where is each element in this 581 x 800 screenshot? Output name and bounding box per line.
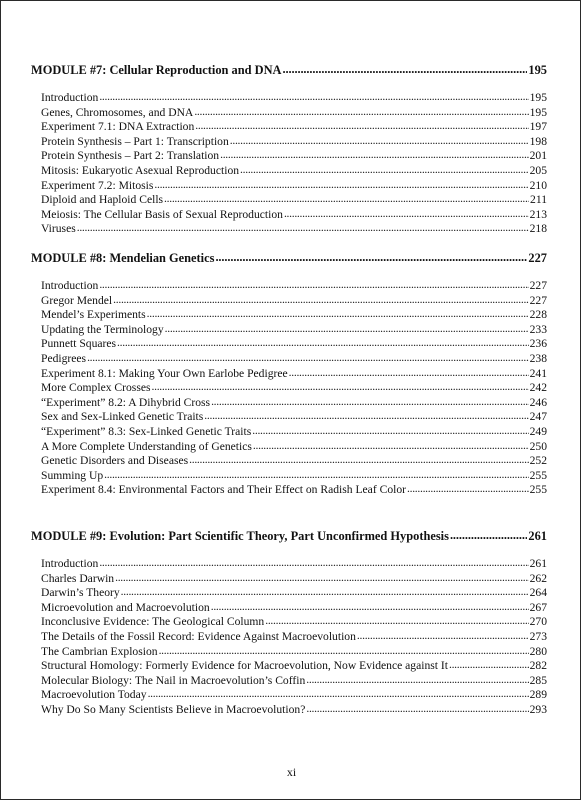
entry-page-number: 261 — [529, 557, 547, 570]
dot-leader — [449, 658, 529, 673]
entry-page-number: 250 — [529, 439, 547, 453]
entry-title: The Cambrian Explosion — [41, 644, 158, 658]
toc-entry — [41, 381, 547, 396]
toc-entry — [41, 586, 547, 601]
toc-entry — [41, 208, 547, 223]
entry-page-number: 255 — [529, 468, 547, 482]
entry-page-number: 262 — [529, 571, 547, 585]
dot-leader — [148, 687, 529, 702]
toc-entry — [41, 135, 547, 150]
entry-title: Protein Synthesis – Part 1: Transcription — [41, 134, 229, 148]
toc-entry — [41, 703, 547, 718]
entry-page-number: 228 — [529, 308, 547, 322]
entry-page-number: 252 — [529, 454, 547, 468]
entry-page-number: 233 — [529, 322, 547, 336]
toc-entry — [41, 91, 547, 106]
dot-leader — [121, 585, 529, 600]
dot-leader — [164, 192, 529, 207]
module-page-number: 227 — [528, 251, 547, 265]
toc-entry — [41, 367, 547, 382]
entry-page-number: 264 — [529, 586, 547, 600]
module-8-section — [31, 247, 547, 498]
dot-leader — [77, 221, 529, 236]
module-title: MODULE #7: Cellular Reproduction and DNA — [31, 63, 282, 77]
entry-page-number: 218 — [529, 222, 547, 236]
entry-page-number: 246 — [529, 395, 547, 409]
toc-entry — [41, 337, 547, 352]
module-page-number: 195 — [528, 63, 547, 77]
entry-title: Diploid and Haploid Cells — [41, 193, 164, 207]
module-heading — [31, 247, 547, 269]
module-entries — [31, 557, 547, 718]
entry-title: A More Complete Understanding of Genetics — [41, 439, 252, 453]
toc-entry — [41, 120, 547, 135]
dot-leader — [152, 380, 529, 395]
entry-title: Genes, Chromosomes, and DNA — [41, 105, 194, 119]
dot-leader — [306, 702, 528, 717]
toc-entry — [41, 164, 547, 179]
entry-title: Genetic Disorders and Diseases — [41, 454, 189, 468]
entry-title: Introduction — [41, 557, 99, 570]
toc-entry — [41, 149, 547, 164]
page-number-footer: xi — [286, 765, 297, 779]
toc-entry — [41, 396, 547, 411]
module-entries — [31, 279, 547, 498]
toc-entry — [41, 323, 547, 338]
dot-leader — [117, 336, 529, 351]
dot-leader — [220, 148, 529, 163]
dot-leader — [450, 524, 527, 546]
toc-entry — [41, 572, 547, 587]
entry-title: Experiment 7.1: DNA Extraction — [41, 120, 195, 134]
dot-leader — [407, 482, 529, 497]
entry-page-number: 282 — [529, 659, 547, 673]
dot-leader — [99, 556, 528, 571]
toc-entry — [41, 454, 547, 469]
toc-entry — [41, 425, 547, 440]
entry-page-number: 241 — [529, 366, 547, 380]
entry-page-number: 201 — [529, 149, 547, 163]
entry-page-number: 270 — [529, 615, 547, 629]
module-entries — [31, 91, 547, 237]
toc-entry — [41, 659, 547, 674]
entry-title: Introduction — [41, 91, 99, 104]
dot-leader — [147, 307, 529, 322]
toc-entry — [41, 294, 547, 309]
entry-title: Experiment 8.4: Environmental Factors and Their Effect on Radish Leaf Color — [41, 483, 406, 497]
dot-leader — [240, 163, 529, 178]
module-heading — [31, 59, 547, 81]
entry-page-number: 195 — [529, 105, 547, 119]
dot-leader — [215, 246, 527, 268]
toc-entry — [41, 688, 547, 703]
entry-page-number: 205 — [529, 163, 547, 177]
entry-title: Charles Darwin — [41, 571, 115, 585]
entry-page-number: 289 — [529, 688, 547, 702]
toc-entry — [41, 193, 547, 208]
dot-leader — [99, 278, 528, 293]
dot-leader — [104, 468, 528, 483]
dot-leader — [165, 322, 529, 337]
toc-entry — [41, 483, 547, 498]
toc-entry — [41, 440, 547, 455]
dot-leader — [154, 178, 528, 193]
toc-entry — [41, 106, 547, 121]
toc-entry — [41, 469, 547, 484]
entry-page-number: 280 — [529, 644, 547, 658]
entry-page-number: 210 — [529, 178, 547, 192]
toc-entry — [41, 630, 547, 645]
entry-page-number: 198 — [529, 134, 547, 148]
entry-title: Meiosis: The Cellular Basis of Sexual Reproduction — [41, 207, 283, 221]
module-title: MODULE #8: Mendelian Genetics — [31, 251, 215, 265]
entry-title: Viruses — [41, 222, 76, 236]
entry-page-number: 267 — [529, 600, 547, 614]
dot-leader — [357, 629, 529, 644]
module-page-number: 261 — [528, 529, 547, 543]
entry-title: Updating the Terminology — [41, 322, 164, 336]
toc-entry — [41, 615, 547, 630]
entry-page-number: 197 — [529, 120, 547, 134]
entry-page-number: 227 — [529, 279, 547, 292]
dot-leader — [230, 134, 529, 149]
dot-leader — [253, 439, 529, 454]
entry-title: Protein Synthesis – Part 2: Translation — [41, 149, 220, 163]
dot-leader — [195, 119, 528, 134]
toc-entry — [41, 645, 547, 660]
entry-page-number: 285 — [529, 673, 547, 687]
dot-leader — [252, 424, 528, 439]
module-7-section — [31, 59, 547, 237]
entry-title: Experiment 8.1: Making Your Own Earlobe Pedigree — [41, 366, 288, 380]
module-title: MODULE #9: Evolution: Part Scientific Theory, Part Unconfirmed Hypothesis — [31, 529, 449, 543]
entry-title: Why Do So Many Scientists Believe in Macroevolution? — [41, 702, 306, 716]
toc-entry — [41, 222, 547, 237]
entry-title: More Complex Crosses — [41, 381, 151, 395]
toc-entry — [41, 557, 547, 572]
entry-title: Sex and Sex-Linked Genetic Traits — [41, 410, 204, 424]
dot-leader — [289, 366, 529, 381]
toc-entry — [41, 308, 547, 323]
entry-title: Molecular Biology: The Nail in Macroevolution’s Coffin — [41, 673, 306, 687]
dot-leader — [189, 453, 528, 468]
module-9-section — [31, 525, 547, 718]
entry-title: Pedigrees — [41, 351, 87, 365]
entry-page-number: 236 — [529, 337, 547, 351]
entry-title: Structural Homology: Formerly Evidence for Macroevolution, Now Evidence against It — [41, 659, 448, 673]
dot-leader — [265, 614, 528, 629]
entry-title: Introduction — [41, 279, 99, 292]
dot-leader — [282, 58, 527, 80]
entry-page-number: 255 — [529, 483, 547, 497]
dot-leader — [284, 207, 529, 222]
entry-title: Punnett Squares — [41, 337, 117, 351]
entry-title: Gregor Mendel — [41, 293, 113, 307]
dot-leader — [204, 409, 528, 424]
entry-page-number: 213 — [529, 207, 547, 221]
entry-page-number: 211 — [530, 193, 547, 207]
toc-entry — [41, 410, 547, 425]
entry-title: The Details of the Fossil Record: Evidence Against Macroevolution — [41, 629, 356, 643]
entry-title: Experiment 7.2: Mitosis — [41, 178, 154, 192]
entry-title: “Experiment” 8.2: A Dihybrid Cross — [41, 395, 211, 409]
entry-page-number: 227 — [529, 293, 547, 307]
dot-leader — [113, 293, 528, 308]
entry-title: Inconclusive Evidence: The Geological Column — [41, 615, 265, 629]
dot-leader — [211, 395, 529, 410]
entry-title: Darwin’s Theory — [41, 586, 120, 600]
entry-page-number: 238 — [529, 351, 547, 365]
entry-title: “Experiment” 8.3: Sex-Linked Genetic Traits — [41, 424, 252, 438]
dot-leader — [306, 673, 528, 688]
entry-page-number: 247 — [529, 410, 547, 424]
dot-leader — [99, 90, 528, 105]
module-heading — [31, 525, 547, 547]
entry-page-number: 242 — [529, 381, 547, 395]
entry-title: Macroevolution Today — [41, 688, 147, 702]
dot-leader — [115, 571, 529, 586]
toc-entry — [41, 601, 547, 616]
toc-entry — [41, 279, 547, 294]
entry-page-number: 249 — [529, 424, 547, 438]
entry-page-number: 273 — [529, 629, 547, 643]
dot-leader — [159, 644, 529, 659]
dot-leader — [87, 351, 529, 366]
entry-page-number: 293 — [529, 702, 547, 716]
entry-page-number: 195 — [529, 91, 547, 104]
toc-entry — [41, 352, 547, 367]
entry-title: Summing Up — [41, 468, 104, 482]
entry-title: Microevolution and Macroevolution — [41, 600, 210, 614]
dot-leader — [211, 600, 529, 615]
dot-leader — [194, 105, 528, 120]
toc-entry — [41, 674, 547, 689]
entry-title: Mendel’s Experiments — [41, 308, 146, 322]
toc-entry — [41, 179, 547, 194]
entry-title: Mitosis: Eukaryotic Asexual Reproduction — [41, 163, 240, 177]
